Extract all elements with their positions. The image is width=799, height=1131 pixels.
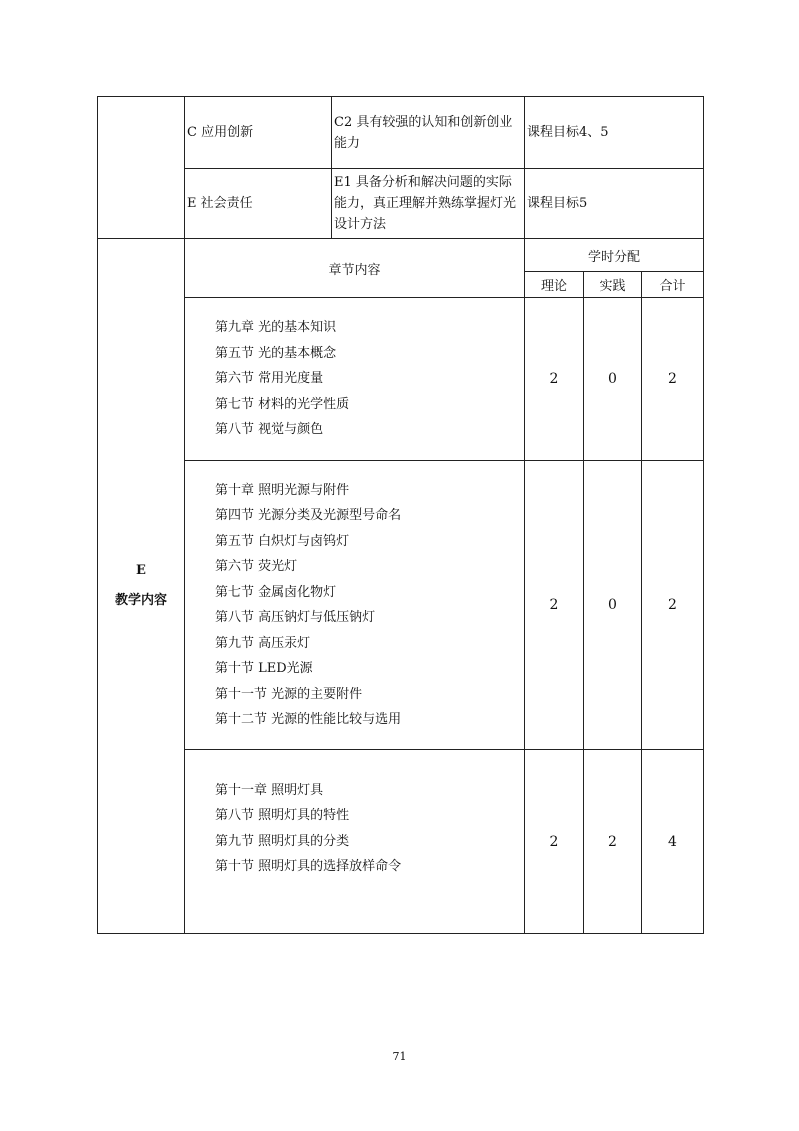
objective-requirement: C2 具有较强的认知和创新创业能力 <box>332 97 525 169</box>
chapter-spacer <box>215 880 524 906</box>
chapter-content <box>185 461 525 750</box>
chapter-line: 第十二节 光源的性能比较与选用 <box>215 712 402 727</box>
chapter-header: 章节内容 <box>185 239 525 298</box>
objective-row <box>98 169 704 239</box>
objective-code-name: C 应用创新 <box>185 97 332 169</box>
header-row <box>98 239 704 272</box>
chapter-line: 第七节 材料的光学性质 <box>215 396 350 412</box>
theory-header: 理论 <box>525 272 584 298</box>
chapter-line: 第十节 照明灯具的选择放样命令 <box>215 859 402 874</box>
section-label-code: E <box>136 563 146 578</box>
objective-target: 课程目标5 <box>525 169 704 239</box>
chapter-row <box>98 298 704 461</box>
objective-label-cell <box>98 97 185 239</box>
total-header: 合计 <box>642 272 704 298</box>
chapter-line: 第四节 光源分类及光源型号命名 <box>215 508 402 523</box>
practice-hours: 2 <box>584 750 642 934</box>
practice-hours: 0 <box>584 298 642 461</box>
chapter-line: 第十节 LED光源 <box>215 661 313 676</box>
chapter-line: 第九节 高压汞灯 <box>215 635 311 651</box>
chapter-content <box>185 750 525 934</box>
curriculum-table <box>97 96 704 934</box>
chapter-line: 第八节 照明灯具的特性 <box>215 808 350 823</box>
hours-header: 学时分配 <box>525 239 704 272</box>
chapter-line: 第十一节 光源的主要附件 <box>215 686 363 702</box>
chapter-row <box>98 750 704 934</box>
objective-requirement: E1 具备分析和解决问题的实际能力，真正理解并熟练掌握灯光设计方法 <box>332 169 525 239</box>
theory-hours: 2 <box>525 461 584 750</box>
total-hours: 2 <box>642 461 704 750</box>
theory-hours: 2 <box>525 750 584 934</box>
section-label-title: 教学内容 <box>114 593 167 608</box>
chapter-content <box>185 298 525 461</box>
total-hours: 4 <box>642 750 704 934</box>
chapter-line: 第十一章 照明灯具 <box>215 782 324 798</box>
chapter-row <box>98 461 704 750</box>
chapter-line: 第九节 照明灯具的分类 <box>215 833 350 849</box>
chapter-line: 第六节 常用光度量 <box>215 371 324 387</box>
objective-code-name: E 社会责任 <box>185 169 332 239</box>
page-number: 71 <box>392 1050 407 1063</box>
chapter-line: 第九章 光的基本知识 <box>215 320 337 336</box>
chapter-line: 第七节 金属卤化物灯 <box>215 584 337 600</box>
chapter-line: 第六节 荧光灯 <box>215 559 298 574</box>
total-hours: 2 <box>642 298 704 461</box>
chapter-line: 第五节 光的基本概念 <box>215 345 337 361</box>
chapter-line: 第十章 照明光源与附件 <box>215 482 350 498</box>
practice-header: 实践 <box>584 272 642 298</box>
objective-target: 课程目标4、5 <box>525 97 704 169</box>
chapter-line: 第八节 视觉与颜色 <box>215 422 324 438</box>
practice-hours: 0 <box>584 461 642 750</box>
chapter-line: 第八节 高压钠灯与低压钠灯 <box>215 610 376 625</box>
theory-hours: 2 <box>525 298 584 461</box>
objective-row <box>98 97 704 169</box>
section-label-cell <box>98 239 185 934</box>
chapter-line: 第五节 白炽灯与卤钨灯 <box>215 533 350 549</box>
